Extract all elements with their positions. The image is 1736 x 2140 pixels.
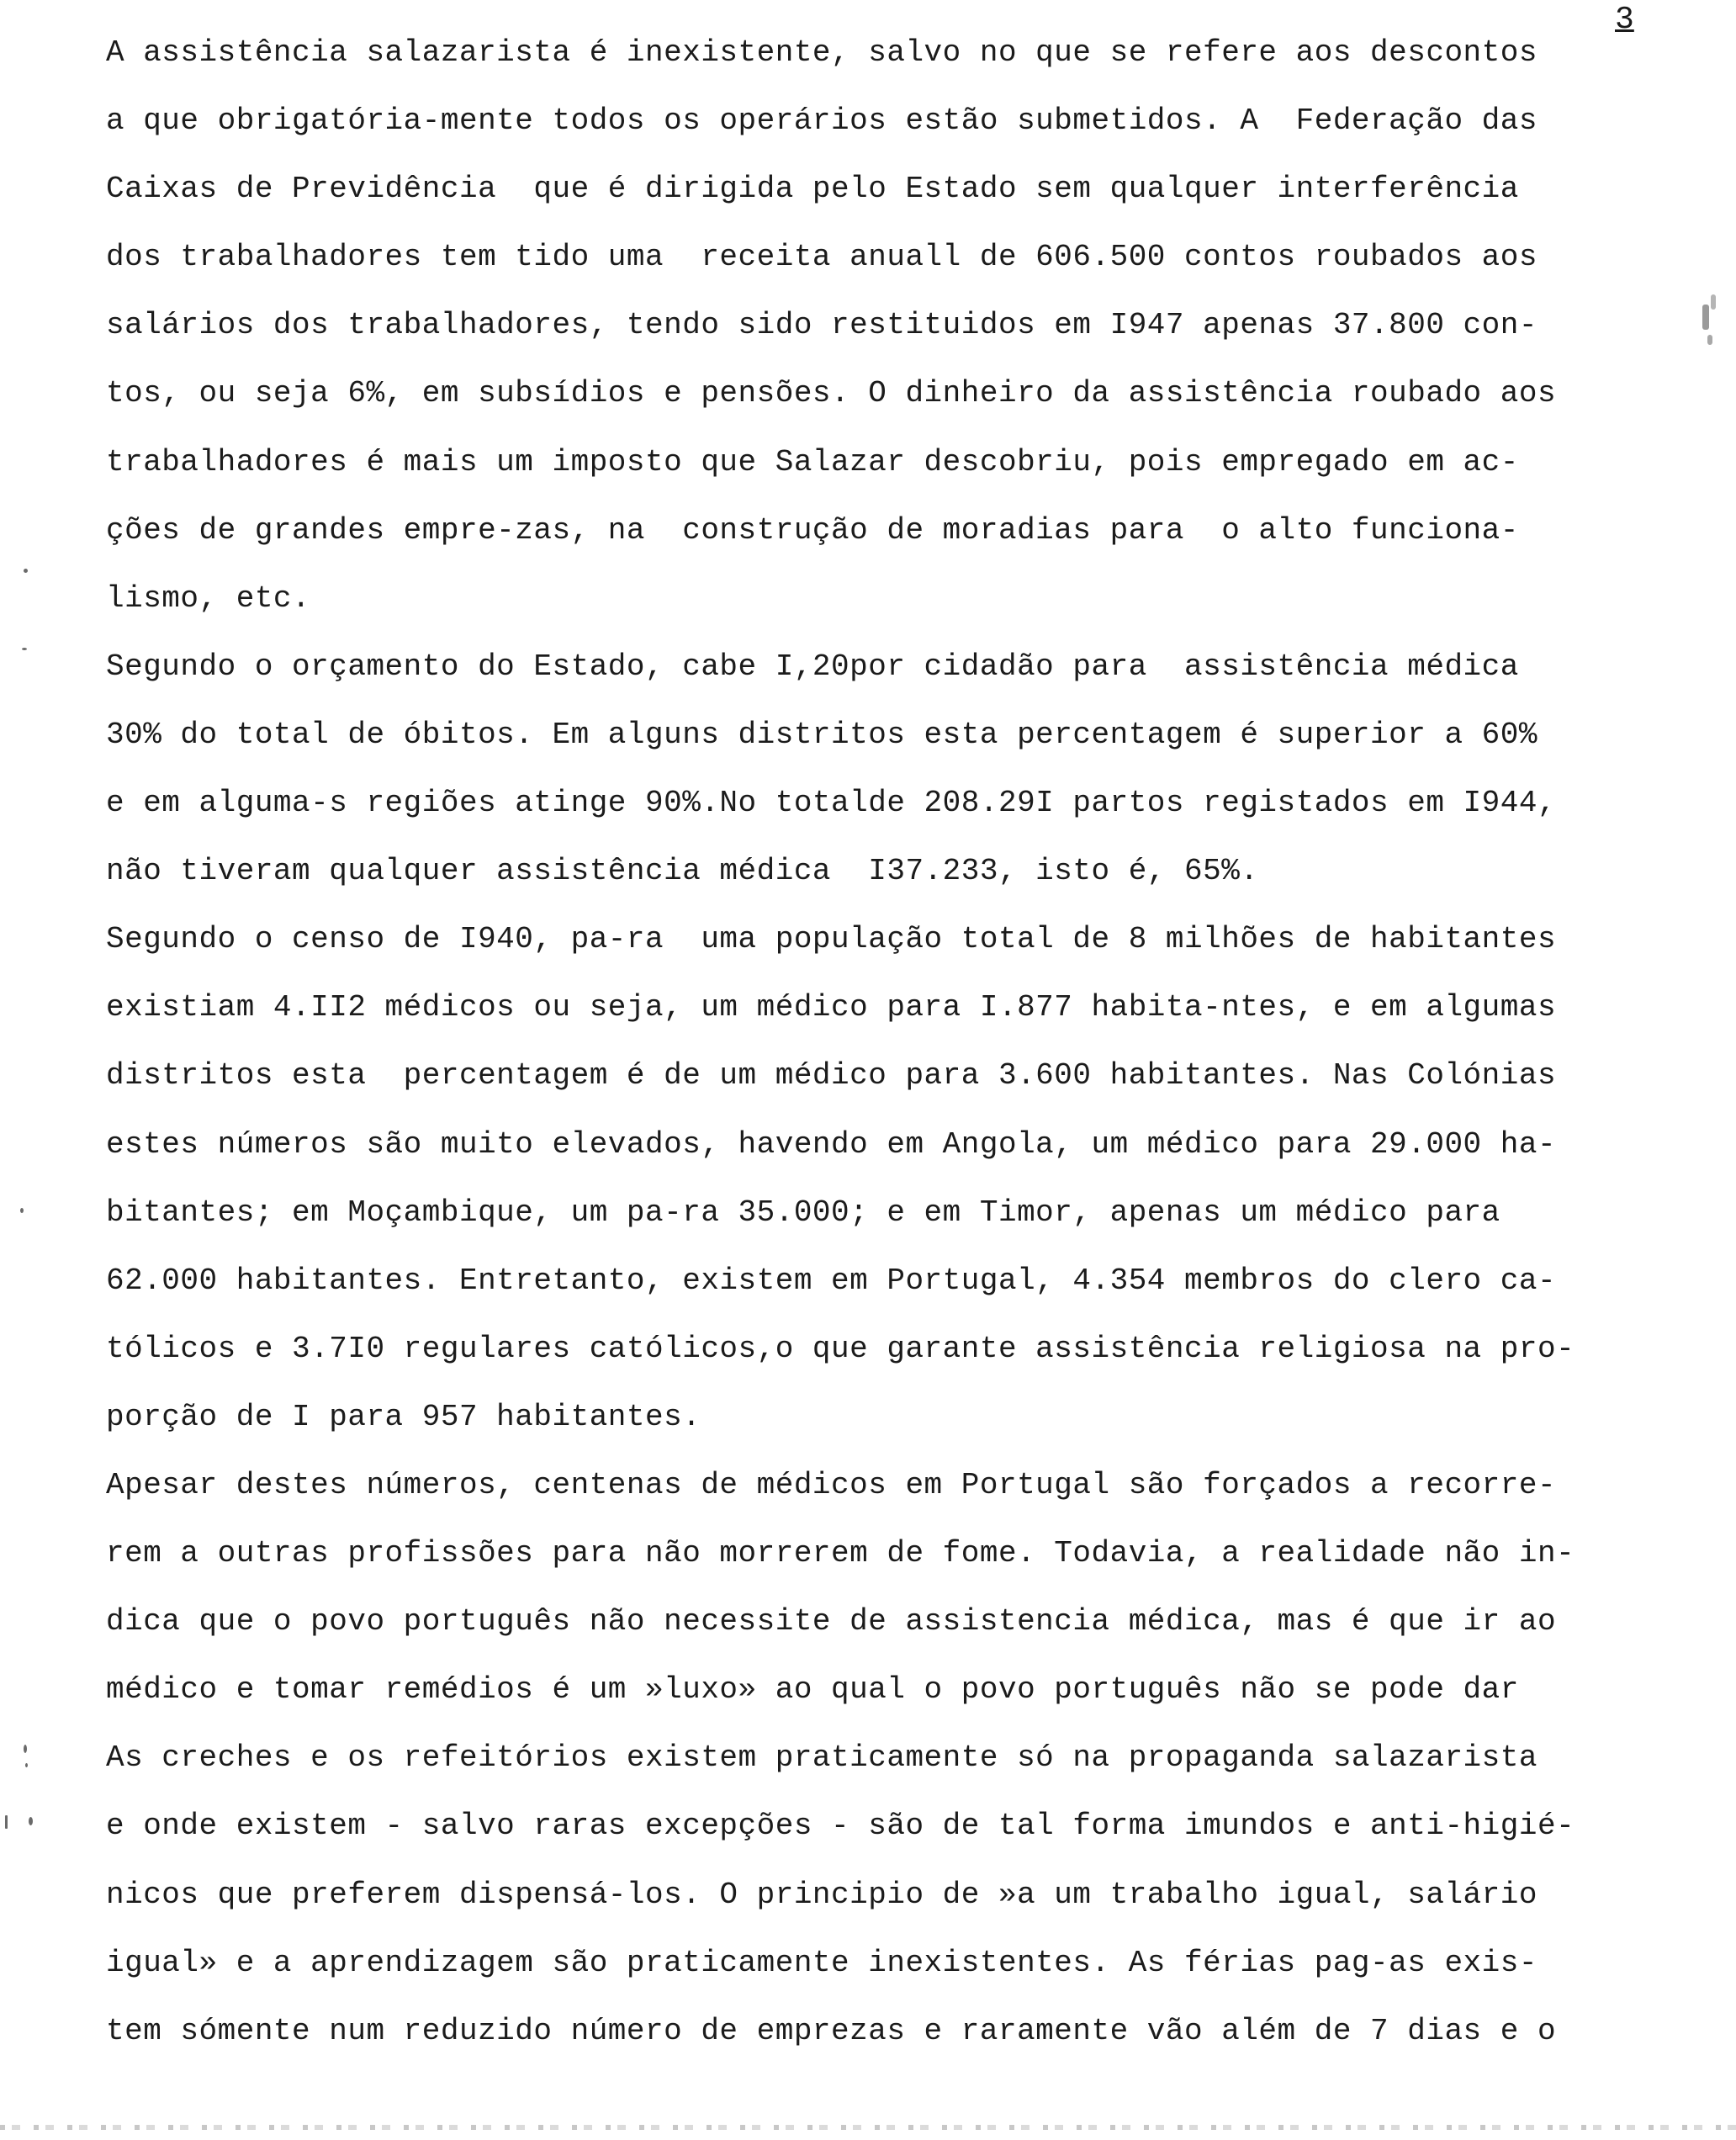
text-line: lismo, etc.: [106, 580, 311, 616]
text-line: e em alguma-s regiões atinge 90%.No totalde 208.29I partos registados em I944,: [106, 786, 1557, 821]
text-line: tólicos e 3.7I0 regulares católicos,o que garante assistência religiosa na pro-: [106, 1331, 1575, 1366]
speck: [24, 569, 28, 573]
text-line: porção de I para 957 habitantes.: [106, 1399, 701, 1434]
text-line: As creches e os refeitórios existem praticamente só na propaganda salazarista: [106, 1740, 1538, 1776]
text-line: Segundo o censo de I940, pa-ra uma população total de 8 milhões de habitantes: [106, 922, 1557, 957]
text-line: dos trabalhadores tem tido uma receita anuall de 606.500 contos roubados aos: [106, 240, 1538, 275]
text-line: Apesar destes números, centenas de médicos em Portugal são forçados a recorre-: [106, 1467, 1557, 1502]
text-line: trabalhadores é mais um imposto que Salazar descobriu, pois empregado em ac-: [106, 444, 1519, 479]
text-line: não tiveram qualquer assistência médica I37.233, isto é, 65%.: [106, 854, 1259, 889]
text-line: igual» e a aprendizagem são praticamente inexistentes. As férias pag-as exis-: [106, 1945, 1538, 1980]
text-line: dica que o povo português não necessite de assistencia médica, mas é que ir ao: [106, 1604, 1557, 1639]
speck: [1707, 335, 1712, 345]
text-line: A assistência salazarista é inexistente, salvo no que se refere aos descontos: [106, 35, 1538, 70]
page-number: 3: [1615, 2, 1634, 38]
text-line: Caixas de Previdência que é dirigida pelo Estado sem qualquer interferência: [106, 172, 1519, 207]
body-text: [106, 19, 1704, 2065]
text-line: existiam 4.II2 médicos ou seja, um médico para I.877 habita-ntes, e em algumas: [106, 990, 1557, 1025]
text-line: Segundo o orçamento do Estado, cabe I,20por cidadão para assistência médica: [106, 649, 1519, 684]
left-margin-specks: [0, 0, 67, 2140]
text-line: a que obrigatória-mente todos os operários estão submetidos. A Federação das: [106, 103, 1538, 139]
text-line: nicos que preferem dispensá-los. O principio de »a um trabalho igual, salário: [106, 1877, 1538, 1912]
right-margin-specks: [1686, 286, 1736, 387]
speck: [5, 1815, 8, 1829]
text-line: bitantes; em Moçambique, um pa-ra 35.000; e em Timor, apenas um médico para: [106, 1194, 1500, 1230]
text-line: ções de grandes empre-zas, na construção de moradias para o alto funciona-: [106, 512, 1519, 548]
text-line: e onde existem - salvo raras excepções - são de tal forma imundos e anti-higié-: [106, 1809, 1575, 1844]
speck: [1711, 294, 1716, 310]
speck: [29, 1817, 33, 1825]
text-line: 62.000 habitantes. Entretanto, existem em Portugal, 4.354 membros do clero ca-: [106, 1263, 1557, 1298]
text-line: tos, ou seja 6%, em subsídios e pensões. O dinheiro da assistência roubado aos: [106, 376, 1557, 411]
scan-bottom-edge: [0, 2125, 1736, 2130]
speck: [24, 1745, 27, 1753]
speck: [1702, 305, 1709, 330]
text-line: 30% do total de óbitos. Em alguns distritos esta percentagem é superior a 60%: [106, 717, 1538, 752]
text-line: médico e tomar remédios é um »luxo» ao qual o povo português não se pode dar: [106, 1672, 1519, 1708]
text-line: rem a outras profissões para não morrerem de fome. Todavia, a realidade não in-: [106, 1536, 1575, 1571]
text-line: distritos esta percentagem é de um médico para 3.600 habitantes. Nas Colónias: [106, 1058, 1557, 1094]
speck: [25, 1763, 28, 1767]
text-line: salários dos trabalhadores, tendo sido restituidos em I947 apenas 37.800 con-: [106, 308, 1538, 343]
text-line: estes números são muito elevados, havendo em Angola, um médico para 29.000 ha-: [106, 1126, 1557, 1162]
speck: [22, 648, 27, 650]
text-line: tem sómente num reduzido número de emprezas e raramente vão além de 7 dias e o: [106, 2013, 1557, 2048]
speck: [20, 1208, 24, 1213]
